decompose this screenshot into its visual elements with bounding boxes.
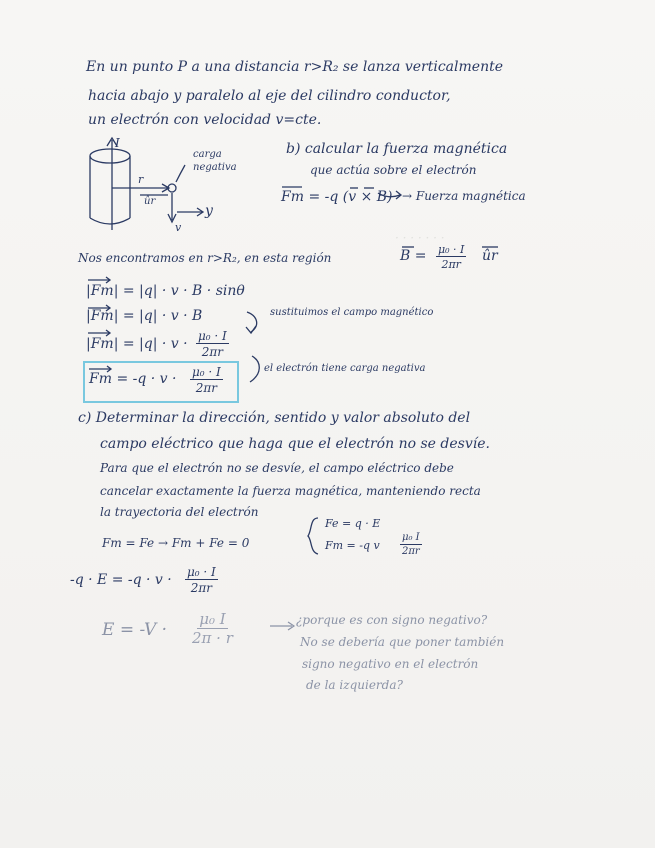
boxed-numerator: μ₀ · I bbox=[192, 365, 221, 379]
question-line-1: ¿porque es con signo negativo? bbox=[296, 613, 488, 627]
part-c-eq-2-denominator: 2πr bbox=[190, 581, 213, 595]
part-c-eq-3-denominator: 2π · r bbox=[192, 629, 233, 647]
part-c-line-3: Para que el electrón no se desvíe, el campo eléctrico debe bbox=[100, 461, 454, 475]
bleed-through: · · · · · · · bbox=[395, 231, 445, 245]
intro-line-3: un electrón con velocidad v=cte. bbox=[88, 112, 322, 128]
intro-line-1: En un punto P a una distancia r>R₂ se lanza verticalmente bbox=[86, 59, 503, 75]
part-c-line-5: la trayectoria del electrón bbox=[100, 505, 259, 519]
region-text: Nos encontramos en r>R₂, en esta región bbox=[78, 251, 332, 265]
part-c-eq-2-fraction bbox=[185, 566, 218, 594]
part-c-line-2: campo eléctrico que haga que el electrón no se desvíe. bbox=[100, 436, 490, 452]
part-c-system-1: Fe = q · E bbox=[325, 517, 381, 530]
part-c-system-2-denominator: 2πr bbox=[401, 546, 420, 557]
region-b-fraction bbox=[436, 244, 466, 270]
part-c-line-1: c) Determinar la dirección, sentido y valor absoluto del bbox=[78, 410, 471, 426]
diagram-label-y: y bbox=[205, 203, 213, 219]
part-b-title-2: que actúa sobre el electrón bbox=[310, 163, 477, 177]
step-3-left: |Fm| = |q| · v · bbox=[86, 336, 188, 352]
intro-line-2: hacia abajo y paralelo al eje del cilindro conductor, bbox=[88, 88, 451, 104]
question-line-3: signo negativo en el electrón bbox=[302, 657, 479, 671]
diagram-label-r: r bbox=[138, 173, 144, 186]
part-b-title-1: b) calcular la fuerza magnética bbox=[286, 141, 508, 157]
part-c-system-2-fraction bbox=[400, 533, 422, 557]
boxed-fraction bbox=[190, 366, 223, 394]
step-3-numerator: μ₀ · I bbox=[198, 329, 227, 343]
step-1: |Fm| = |q| · v · B · sinθ bbox=[86, 283, 245, 299]
part-c-eq-3-numerator: μ₀ I bbox=[199, 610, 226, 628]
diagram-label-v: v bbox=[175, 221, 182, 234]
diagram-label-ur: ûr bbox=[144, 196, 156, 207]
region-b-numerator: μ₀ · I bbox=[438, 243, 465, 256]
region-b-unit: ûr bbox=[482, 248, 498, 264]
part-c-eq-3-left: E = -V · bbox=[102, 620, 168, 640]
diagram-label-current: I bbox=[115, 136, 120, 150]
step-2: |Fm| = |q| · v · B bbox=[86, 308, 203, 324]
part-b-formula: Fm = -q (v × B) bbox=[281, 189, 393, 205]
boxed-note: el electrón tiene carga negativa bbox=[264, 363, 426, 374]
region-b-denominator: 2πr bbox=[441, 258, 461, 271]
part-c-system-2-left: Fm = -q v bbox=[325, 539, 380, 552]
step-3-denominator: 2πr bbox=[201, 345, 224, 359]
step-2-note: sustituimos el campo magnético bbox=[270, 307, 434, 318]
boxed-left: Fm = -q · v · bbox=[89, 371, 177, 387]
region-b-label: B = bbox=[400, 248, 427, 264]
part-c-line-4: cancelar exactamente la fuerza magnética, manteniendo recta bbox=[100, 484, 481, 498]
part-c-eq-2-left: -q · E = -q · v · bbox=[70, 572, 172, 588]
diagram-note-line-1: carga bbox=[193, 149, 222, 160]
part-c-eq-2-numerator: μ₀ · I bbox=[187, 565, 216, 579]
part-c-system-2-numerator: μ₀ I bbox=[402, 532, 420, 543]
step-3-fraction bbox=[196, 330, 229, 358]
part-c-eq-3-fraction bbox=[192, 612, 233, 646]
question-line-4: de la izquierda? bbox=[306, 678, 403, 692]
boxed-denominator: 2πr bbox=[195, 381, 218, 395]
diagram-note-line-2: negativa bbox=[193, 162, 237, 173]
question-line-2: No se debería que poner también bbox=[300, 635, 505, 649]
part-b-formula-note: → Fuerza magnética bbox=[402, 189, 526, 203]
part-c-eq-1: Fm = Fe → Fm + Fe = 0 bbox=[102, 536, 250, 550]
